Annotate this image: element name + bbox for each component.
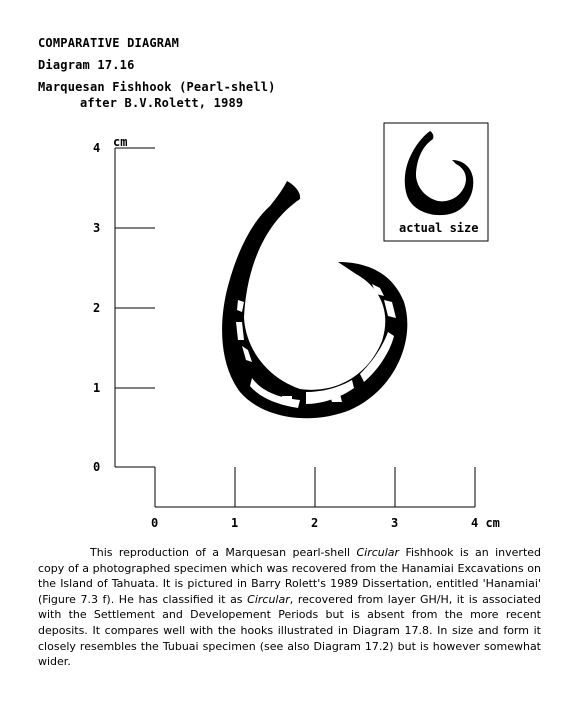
diagram-title: Marquesan Fishhook (Pearl-shell) [38, 80, 276, 94]
y-scale [93, 135, 155, 474]
y-tick-label-1: 1 [93, 381, 101, 395]
y-unit-label: cm [113, 135, 128, 149]
diagram-number: Diagram 17.16 [38, 58, 135, 72]
description-text-3: , recovered from layer GH/H, it is associated with the Settlement and Developement Periods but is absent from the more recent deposits. It compares well with the hooks illustrated in Diagram 17.8. In size and form it closely resembles the Tubuai specimen (see also Diagram 17.2) but is however somewhat wider. [38, 592, 541, 669]
x-tick-label-2: 2 [311, 516, 319, 530]
diagram-source: after B.V.Rolett, 1989 [80, 96, 244, 110]
actual-size-inset [384, 123, 488, 241]
fishhook-drawing [222, 181, 407, 418]
diagram-category: COMPARATIVE DIAGRAM [38, 36, 180, 50]
actual-size-label: actual size [399, 221, 479, 235]
description-text-1: This reproduction of a Marquesan pearl-shell [90, 546, 357, 559]
description-paragraph [38, 545, 541, 670]
description-term-circular-1: Circular [356, 546, 400, 559]
y-tick-label-3: 3 [93, 221, 101, 235]
x-scale [151, 467, 500, 530]
x-tick-label-1: 1 [231, 516, 239, 530]
description-term-circular-2: Circular [247, 592, 290, 606]
x-tick-label-0: 0 [151, 516, 159, 530]
x-tick-label-4: 4 cm [471, 516, 500, 530]
y-tick-label-0: 0 [93, 460, 101, 474]
y-tick-label-4: 4 [93, 141, 101, 155]
fishhook-body [222, 181, 407, 418]
x-tick-label-3: 3 [391, 516, 399, 530]
y-tick-label-2: 2 [93, 301, 101, 315]
description-text-2: Fishhook is an inverted copy of a photographed specimen which was recovered from the Hanamiai Excavations on the Island of Tahuata. It is pictured in Barry Rolett's 1989 Dissertation, entitled 'Hanamiai' (Figure 7.3 f). He has classified it as [38, 546, 542, 606]
